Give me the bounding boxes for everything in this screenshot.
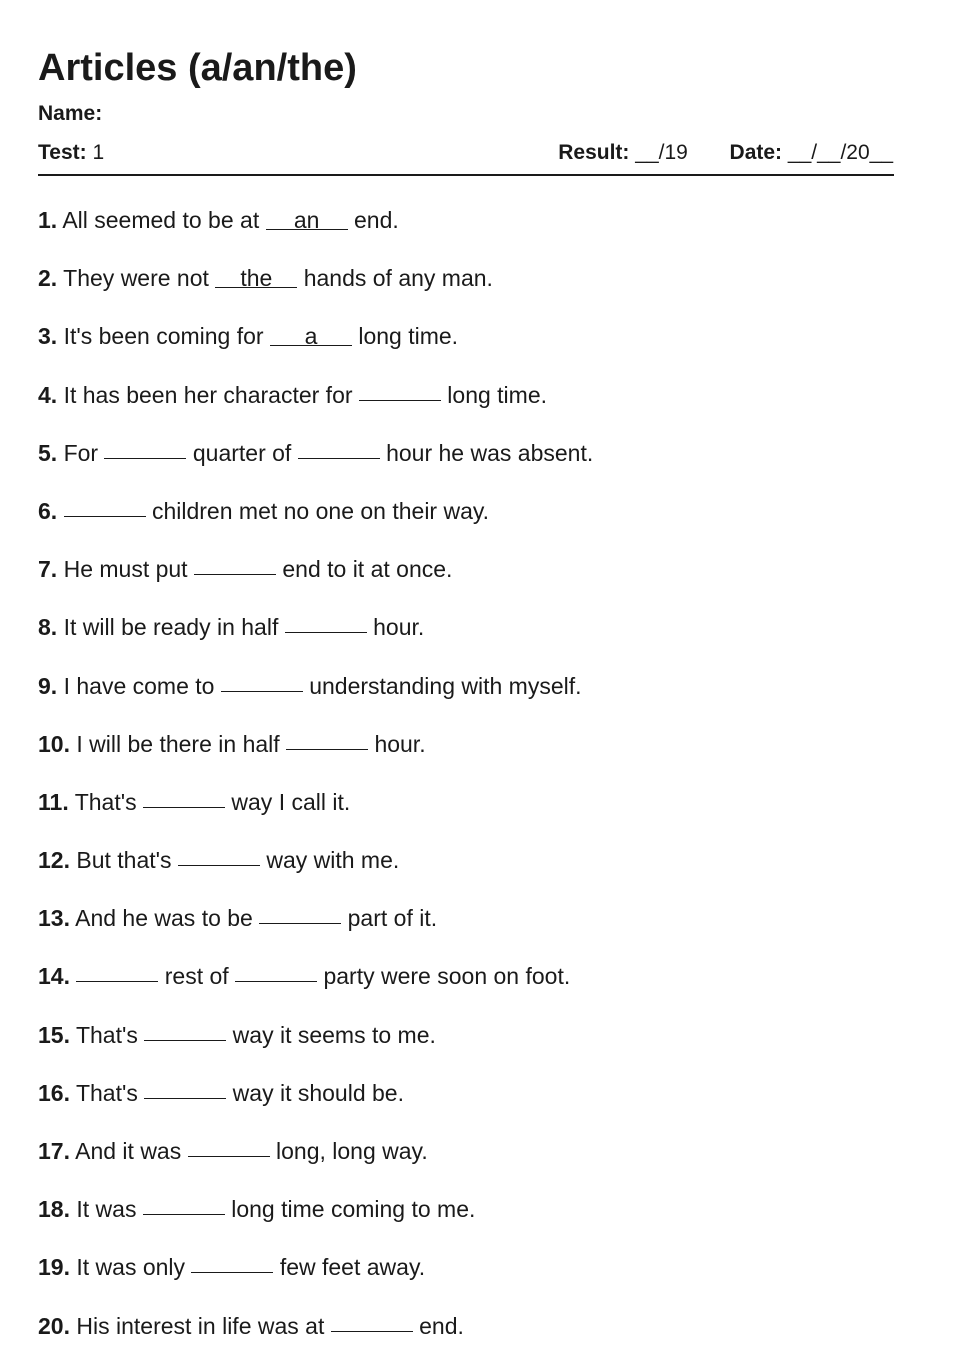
answer-blank[interactable] — [194, 574, 276, 575]
question-text: children met no one on their way. — [151, 497, 490, 524]
answer-blank[interactable] — [188, 1156, 270, 1157]
question-text: hour. — [374, 730, 426, 757]
question-number: 16. — [38, 1079, 70, 1106]
answer-blank[interactable] — [215, 265, 297, 292]
question-item — [38, 553, 918, 611]
question-text: That's — [75, 1021, 138, 1048]
question-text: way it seems to me. — [232, 1021, 436, 1048]
question-number: 3. — [38, 323, 58, 350]
question-text: hour he was absent. — [386, 439, 594, 466]
answer-blank[interactable] — [298, 458, 380, 459]
header-divider — [38, 174, 894, 176]
question-text: part of it. — [347, 905, 438, 932]
question-text: I will be there in half — [76, 730, 280, 757]
test-value: 1 — [92, 141, 105, 164]
question-number: 9. — [38, 672, 58, 699]
question-text: I have come to — [63, 672, 215, 699]
question-item — [38, 786, 918, 844]
question-number: 12. — [38, 847, 70, 874]
question-text: His interest in life was at — [76, 1312, 325, 1339]
answer-blank[interactable] — [235, 981, 317, 982]
answer-blank[interactable] — [64, 516, 146, 517]
question-item — [38, 1019, 918, 1077]
answer-blank[interactable] — [144, 1098, 226, 1099]
question-number: 18. — [38, 1196, 70, 1223]
question-text: It has been her character for — [63, 381, 353, 408]
question-text: end. — [354, 207, 399, 233]
page-title: Articles (a/an/the) — [38, 47, 357, 89]
question-text: It was — [76, 1196, 137, 1223]
question-item — [38, 379, 918, 437]
question-text: long time. — [447, 381, 548, 408]
question-text: quarter of — [192, 439, 292, 466]
answer-blank[interactable] — [270, 323, 352, 350]
answer-blank[interactable] — [266, 207, 348, 233]
question-text: party were soon on foot. — [323, 963, 571, 990]
question-item — [38, 1251, 918, 1309]
question-text: way I call it. — [231, 788, 351, 815]
answer-blank[interactable] — [104, 458, 186, 459]
question-number: 5. — [38, 439, 58, 466]
test-info — [38, 140, 104, 166]
answer-text: a — [304, 323, 318, 350]
question-text: long, long way. — [276, 1138, 428, 1164]
answer-blank[interactable] — [191, 1272, 273, 1273]
question-item — [38, 1193, 918, 1251]
question-item — [38, 960, 918, 1018]
question-text: understanding with myself. — [309, 672, 582, 699]
result-label: Result: — [558, 141, 630, 164]
question-item — [38, 1077, 918, 1135]
question-number: 10. — [38, 730, 70, 757]
question-text: long time coming to me. — [231, 1196, 476, 1223]
answer-blank[interactable] — [286, 749, 368, 750]
question-number: 4. — [38, 381, 58, 408]
question-number: 2. — [38, 265, 58, 292]
question-text: end to it at once. — [282, 556, 453, 583]
question-item — [38, 204, 918, 262]
date-label: Date: — [729, 141, 783, 164]
answer-blank[interactable] — [359, 400, 441, 401]
question-text: He must put — [63, 556, 188, 583]
question-number: 17. — [38, 1138, 70, 1164]
answer-blank[interactable] — [285, 632, 367, 633]
question-text: hour. — [373, 614, 425, 641]
question-list — [38, 204, 918, 1368]
question-text: rest of — [164, 963, 229, 990]
question-text: way with me. — [266, 847, 400, 874]
question-text: It's been coming for — [63, 323, 264, 350]
answer-text: an — [293, 207, 320, 233]
answer-blank[interactable] — [144, 1040, 226, 1041]
question-item — [38, 495, 918, 553]
question-text: few feet away. — [279, 1254, 426, 1281]
question-text: It will be ready in half — [63, 614, 279, 641]
answer-blank[interactable] — [331, 1331, 413, 1332]
question-text: And it was — [75, 1138, 182, 1164]
question-number: 11. — [38, 788, 69, 815]
question-item — [38, 1135, 918, 1193]
question-number: 1. — [38, 207, 58, 233]
question-text: way it should be. — [232, 1079, 404, 1106]
question-item — [38, 320, 918, 378]
question-text: That's — [74, 788, 137, 815]
question-item — [38, 902, 918, 960]
answer-blank[interactable] — [221, 691, 303, 692]
question-number: 7. — [38, 556, 58, 583]
question-number: 19. — [38, 1254, 70, 1281]
question-text: And he was to be — [75, 905, 253, 932]
question-item — [38, 611, 918, 669]
question-text: end. — [419, 1312, 464, 1339]
question-item — [38, 670, 918, 728]
name-label: Name: — [38, 102, 103, 125]
result-value: __/19 — [635, 141, 688, 164]
question-item — [38, 844, 918, 902]
question-text: All seemed to be at — [62, 207, 260, 233]
question-number: 20. — [38, 1312, 70, 1339]
answer-blank[interactable] — [259, 923, 341, 924]
question-number: 6. — [38, 497, 58, 524]
question-text: They were not — [63, 265, 209, 292]
test-label: Test: — [38, 141, 87, 164]
question-text: For — [63, 439, 99, 466]
question-item — [38, 1310, 918, 1368]
question-number: 13. — [38, 905, 70, 932]
question-item — [38, 437, 918, 495]
answer-blank[interactable] — [143, 1214, 225, 1215]
date-value: __/__/20__ — [787, 141, 893, 164]
answer-blank[interactable] — [76, 981, 158, 982]
question-text: That's — [75, 1079, 138, 1106]
question-text: It was only — [76, 1254, 186, 1281]
question-number: 15. — [38, 1021, 70, 1048]
answer-text: the — [240, 265, 273, 292]
question-item — [38, 728, 918, 786]
result-date-info — [558, 140, 893, 166]
question-text: long time. — [358, 323, 459, 350]
question-text: hands of any man. — [303, 265, 493, 292]
question-number: 14. — [38, 963, 70, 990]
answer-blank[interactable] — [178, 865, 260, 866]
answer-blank[interactable] — [143, 807, 225, 808]
question-item — [38, 262, 918, 320]
question-text: But that's — [76, 847, 172, 874]
question-number: 8. — [38, 614, 58, 641]
